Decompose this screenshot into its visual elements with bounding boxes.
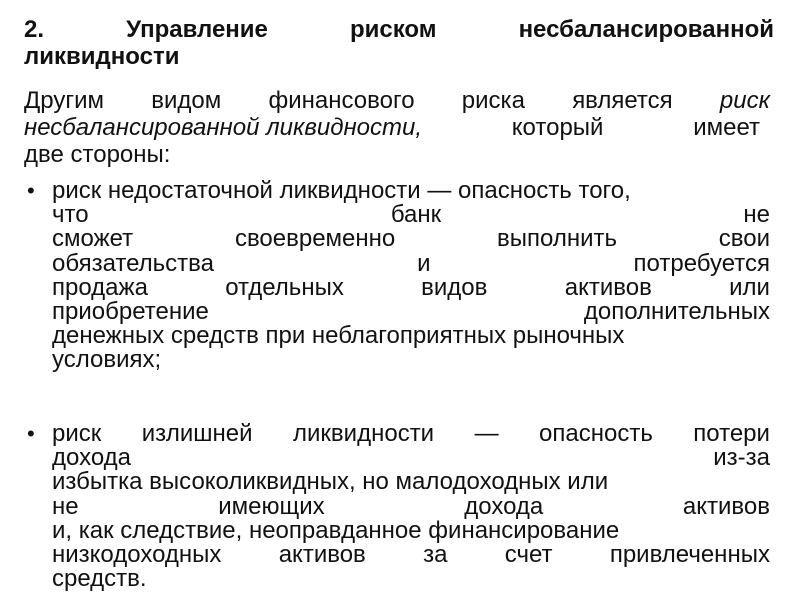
title-word: риском bbox=[349, 16, 437, 43]
bullet-line bbox=[52, 541, 770, 568]
bullet-word: или bbox=[729, 273, 770, 301]
bullet-line bbox=[52, 565, 147, 592]
bullet-word: своевременно bbox=[234, 225, 396, 253]
bullet-line bbox=[52, 274, 770, 301]
bullet-word: из-за bbox=[713, 444, 770, 472]
bullet-word: денежных средств при неблагоприятных рыночных bbox=[52, 322, 625, 350]
bullet-word: отдельных bbox=[225, 273, 344, 301]
bullet-marker-2: • bbox=[27, 421, 35, 446]
intro-line-1 bbox=[24, 87, 770, 114]
bullet-line bbox=[52, 322, 624, 349]
bullet-word: счет bbox=[504, 541, 553, 568]
bullet-word: потери bbox=[693, 420, 770, 447]
bullet-word: за bbox=[423, 541, 448, 568]
bullet-word: свои bbox=[718, 225, 770, 253]
bullet-word: видов bbox=[421, 273, 488, 301]
bullet-word: сможет bbox=[52, 225, 134, 253]
bullet-line bbox=[52, 225, 770, 252]
bullet-line bbox=[52, 493, 770, 520]
bullet-word: потребуется bbox=[633, 249, 770, 277]
bullet-word: излишней bbox=[141, 420, 253, 447]
bullet-word: не bbox=[52, 492, 79, 520]
bullet-word: продажа bbox=[52, 273, 148, 301]
bullet-word: банк bbox=[390, 201, 442, 229]
title-word: Управление bbox=[126, 16, 268, 43]
slide-title bbox=[24, 16, 774, 70]
bullet-word: не bbox=[743, 201, 770, 229]
bullet-word: риск недостаточной ликвидности — опасность того, bbox=[52, 177, 631, 204]
bullet-word: выполнить bbox=[497, 225, 617, 253]
bullet-word: и bbox=[417, 249, 431, 277]
intro-word: является bbox=[572, 87, 673, 114]
intro-line-3: две стороны: bbox=[24, 141, 171, 168]
title-line-1 bbox=[24, 16, 774, 43]
bullet-line bbox=[52, 201, 770, 228]
bullet-word: ликвидности bbox=[293, 420, 435, 447]
bullet-word: — bbox=[474, 420, 499, 447]
bullet-marker-1: • bbox=[27, 178, 35, 203]
title-word: несбалансированной bbox=[518, 16, 774, 43]
intro-word: видом bbox=[151, 87, 222, 114]
intro-word: Другим bbox=[24, 87, 104, 114]
bullet-word: условиях; bbox=[52, 346, 162, 374]
bullet-word: активов bbox=[682, 492, 770, 520]
bullet-line bbox=[52, 250, 770, 277]
title-word: 2. bbox=[24, 16, 45, 43]
bullet-word: имеющих bbox=[218, 492, 325, 520]
bullet-word: приобретение bbox=[52, 298, 209, 325]
bullet-word: привлеченных bbox=[609, 541, 770, 568]
intro-italic-word: риск bbox=[719, 87, 770, 114]
bullet-line bbox=[52, 298, 770, 325]
bullet-word: риск bbox=[52, 420, 102, 447]
bullet-word: дохода bbox=[464, 492, 544, 520]
bullet-word: избытка высоколиквидных, но малодоходных или bbox=[52, 468, 609, 496]
intro-word: который bbox=[511, 114, 604, 141]
bullet-word: низкодоходных bbox=[52, 541, 222, 568]
bullet-word: и, как следствие, неоправданное финансирование bbox=[52, 516, 620, 544]
intro-italic-phrase: несбалансированной ликвидности, bbox=[24, 114, 423, 141]
bullet-line bbox=[52, 468, 608, 495]
bullet-word: активов bbox=[564, 273, 652, 301]
bullet-word: опасность bbox=[539, 420, 653, 447]
bullet-word: средств. bbox=[52, 565, 147, 593]
bullet-line bbox=[52, 444, 770, 471]
bullet-word: активов bbox=[278, 541, 366, 568]
bullet-line bbox=[52, 517, 619, 544]
bullet-word: обязательства bbox=[52, 249, 214, 277]
bullet-word: дополнительных bbox=[583, 298, 770, 325]
bullet-line bbox=[52, 346, 161, 373]
bullet-line bbox=[52, 420, 770, 447]
intro-line-2 bbox=[24, 114, 760, 141]
intro-word: риска bbox=[461, 87, 525, 114]
intro-word: финансового bbox=[268, 87, 415, 114]
bullet-line bbox=[52, 177, 631, 204]
title-line-2: ликвидности bbox=[24, 43, 180, 70]
intro-word: имеет bbox=[693, 114, 760, 141]
bullet-word: что bbox=[52, 201, 89, 229]
bullet-word: дохода bbox=[52, 444, 131, 472]
